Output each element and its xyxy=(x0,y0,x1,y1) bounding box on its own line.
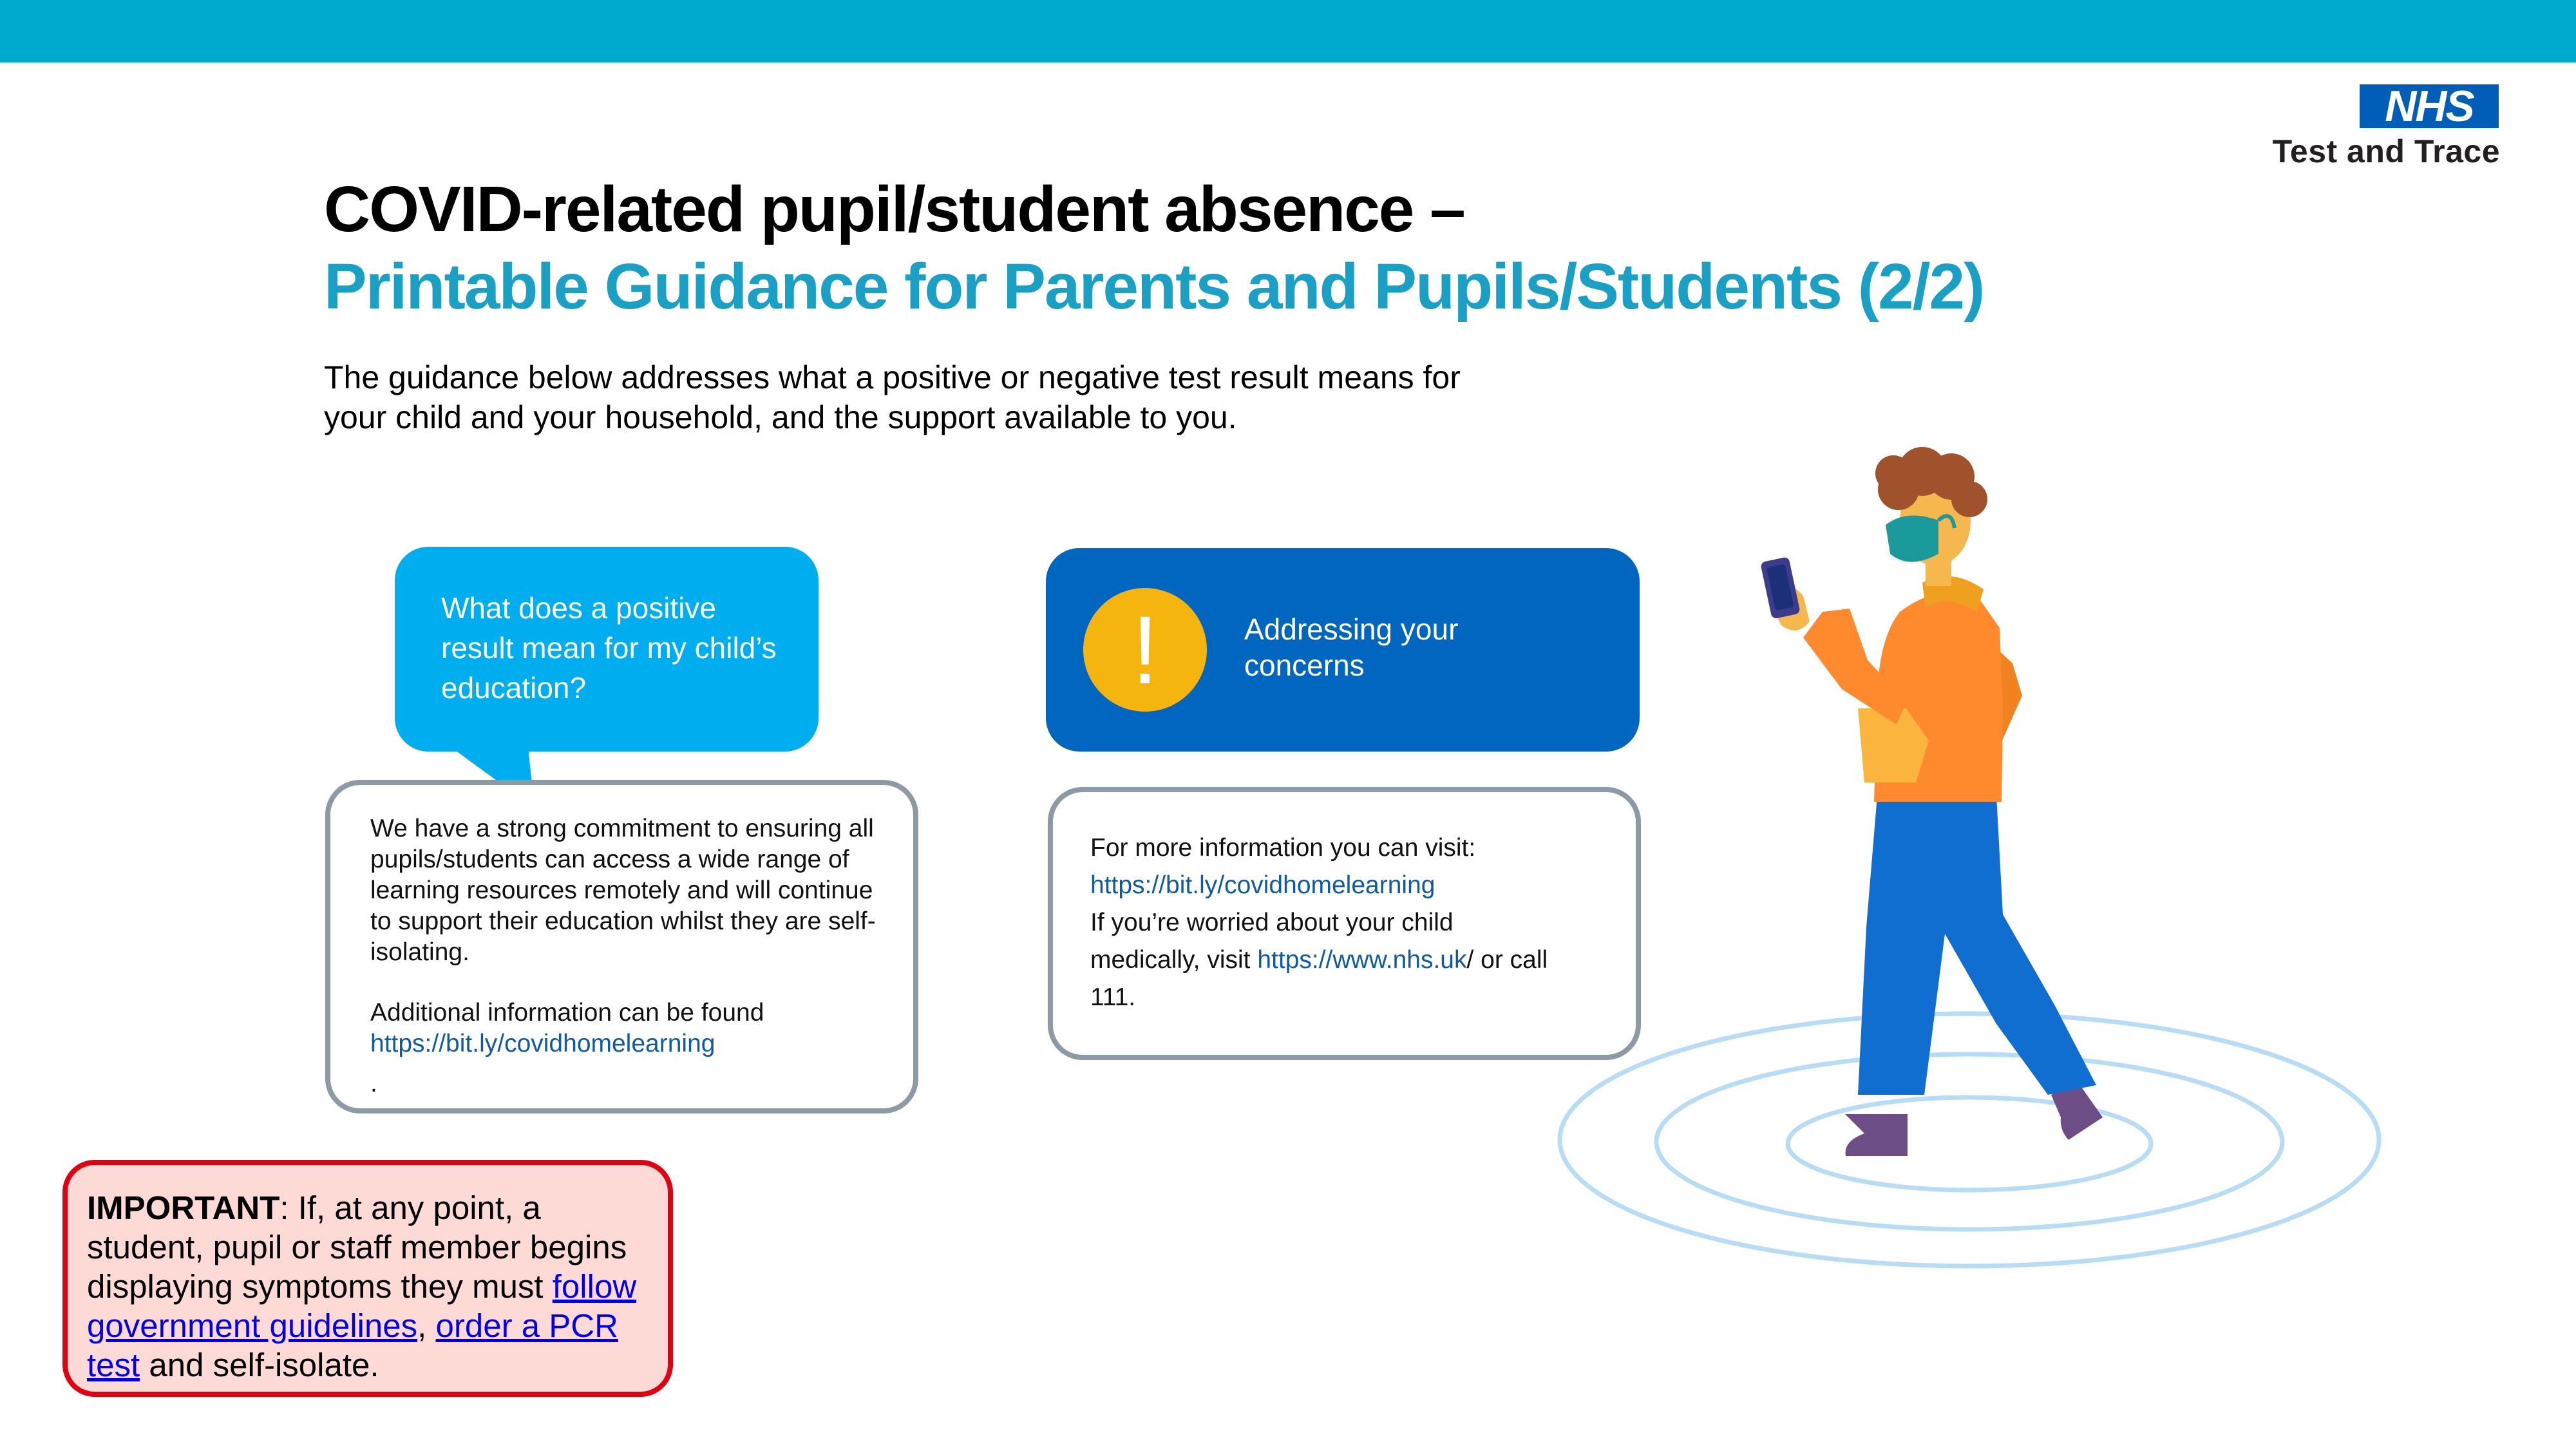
nhs-logo: NHS xyxy=(2360,84,2499,128)
order-pcr-test-link[interactable]: order a PCR test xyxy=(87,1307,618,1383)
info-card: For more information you can visit: https://bit.ly/covidhomelearning If you’re worried about your child medically, visit https://www.nhs.uk/ or call 111. xyxy=(1048,787,1641,1060)
page-title: COVID-related pupil/student absence – xyxy=(324,173,1464,245)
nhs-website-link[interactable]: https://www.nhs.uk xyxy=(1257,946,1467,974)
info-homelearning-link[interactable]: https://bit.ly/covidhomelearning xyxy=(1090,871,1435,899)
important-notice: IMPORTANT: If, at any point, a student, pupil or staff member begins displaying symptoms they must follow government guidelines, order a PCR test and self-isolate. xyxy=(62,1160,673,1397)
homelearning-link[interactable]: https://bit.ly/covidhomelearning xyxy=(370,1030,715,1057)
government-guidelines-link[interactable]: follow government guidelines xyxy=(87,1268,637,1344)
page-subtitle: Printable Guidance for Parents and Pupils/Students (2/2) xyxy=(324,251,1984,323)
question-bubble: What does a positive result mean for my child’s education? xyxy=(395,547,819,752)
person-illustration xyxy=(1546,444,2396,1282)
exclamation-icon: ! xyxy=(1083,588,1207,712)
ripple-rings-icon xyxy=(1560,1014,2379,1266)
intro-text: The guidance below addresses what a positive or negative test result means for your child and your household, and the support available to you. xyxy=(324,359,1461,435)
education-card: We have a strong commitment to ensuring all pupils/students can access a wide range of learning resources remotely and will continue to support their education whilst they are self-isolating. Additional information can be found https://bit.ly/covidhomelearning . xyxy=(325,780,918,1113)
top-banner xyxy=(0,0,2576,62)
test-and-trace-label: Test and Trace xyxy=(2272,133,2500,169)
concerns-panel: ! Addressing your concerns xyxy=(1046,548,1640,752)
